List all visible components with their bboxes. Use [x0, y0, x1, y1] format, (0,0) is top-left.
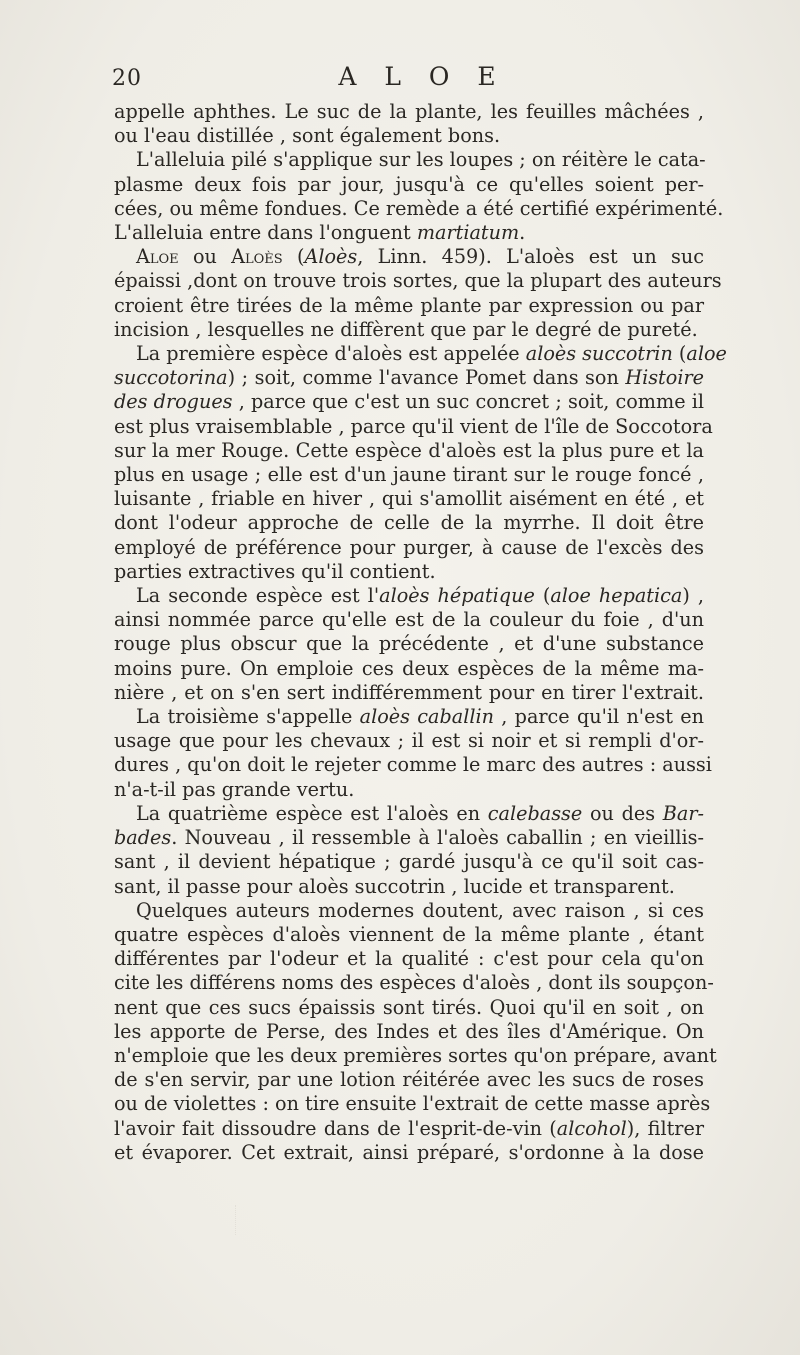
text-line: sant , il devient hépatique ; gardé jusqu'à ce qu'il soit cas-	[114, 850, 704, 874]
text-segment: La seconde espèce est l'	[136, 584, 380, 608]
text-line: ou l'eau distillée , sont également bons.	[114, 124, 501, 148]
text-line: rouge plus obscur que la précédente , et d'une substance	[114, 632, 704, 656]
text-line: n'a-t-il pas grande vertu.	[114, 777, 355, 801]
latin-term: aloès hépatique	[379, 584, 535, 608]
running-title: A L O E	[338, 62, 506, 91]
latin-term: aloe	[686, 342, 727, 366]
text-line: et évaporer. Cet extrait, ainsi préparé, s'ordonne à la dose	[114, 1140, 704, 1164]
text-segment: La quatrième espèce est l'aloès en	[136, 801, 488, 825]
running-head	[112, 62, 702, 96]
text-line: cite les différens noms des espèces d'aloès , dont ils soupçon-	[114, 971, 714, 995]
text-line: nent que ces sucs épaissis sont tirés. Quoi qu'il en soit , on	[114, 995, 704, 1019]
text-segment: (	[534, 584, 551, 608]
text-line: croient être tirées de la même plante par expression ou par	[114, 293, 704, 317]
text-segment: ou	[178, 245, 232, 269]
place-name: Bar-	[662, 801, 704, 825]
entry-headword-variant: Aloès	[231, 245, 283, 269]
latin-term: succotorina	[114, 366, 228, 390]
text-segment: ) ,	[682, 584, 704, 608]
text-line: parties extractives qu'il contient.	[114, 559, 436, 583]
text-segment: , Linn. 459). L'aloès est un suc	[357, 245, 704, 269]
text-segment: .	[519, 221, 526, 245]
text-segment: La troisième s'appelle	[136, 705, 360, 729]
page-number: 20	[112, 66, 142, 91]
text-line: L'alleluia pilé s'applique sur les loupes ; on réitère le cata-	[136, 148, 706, 172]
paper-mark	[235, 1205, 256, 1235]
text-line: usage que pour les chevaux ; il est si noir et si rempli d'or-	[114, 729, 704, 753]
text-line: Quelques auteurs modernes doutent, avec raison , si ces	[136, 898, 704, 922]
latin-term: alcohol	[556, 1116, 627, 1140]
text-line	[114, 221, 704, 245]
text-line: moins pure. On emploie ces deux espèces de la même ma-	[114, 656, 704, 680]
text-segment: L'alleluia entre dans l'onguent	[114, 221, 417, 245]
text-line	[114, 705, 704, 729]
text-line	[114, 802, 704, 826]
text-line: ou de violettes : on tire ensuite l'extrait de cette masse après	[114, 1092, 711, 1116]
latin-term: calebasse	[487, 801, 583, 825]
text-segment: ) ; soit, comme l'avance Pomet dans son	[227, 366, 626, 390]
place-name: bades	[114, 826, 172, 850]
text-segment: (	[672, 342, 687, 366]
text-line	[114, 826, 704, 850]
entry-heading-line	[114, 245, 704, 269]
text-segment: La première espèce d'aloès est appelée	[136, 342, 526, 366]
text-line: incision , lesquelles ne diffèrent que par le degré de pureté.	[114, 317, 698, 341]
text-line	[114, 584, 704, 608]
entry-headword: Aloe	[136, 245, 179, 269]
text-line: n'emploie que les deux premières sortes qu'on prépare, avant	[114, 1043, 717, 1067]
latin-term: martiatum	[416, 221, 520, 245]
latin-term: aloès succotrin	[525, 342, 673, 366]
text-segment: (	[282, 245, 305, 269]
text-line	[114, 390, 704, 414]
text-line: plus en usage ; elle est d'un jaune tirant sur le rouge foncé ,	[114, 463, 704, 487]
text-line: cées, ou même fondues. Ce remède a été certifié expérimenté.	[114, 196, 724, 220]
text-line	[114, 1117, 704, 1141]
text-line	[114, 366, 704, 390]
text-segment: ou des	[582, 801, 663, 825]
text-line: épaissi ,dont on trouve trois sortes, que la plupart des auteurs	[114, 269, 722, 293]
book-title: des drogues	[114, 390, 233, 414]
text-line: appelle aphthes. Le suc de la plante, les feuilles mâchées ,	[114, 100, 704, 123]
text-line: employé de préférence pour purger, à cause de l'excès des	[114, 535, 704, 559]
text-line: les apporte de Perse, des Indes et des îles d'Amérique. On	[114, 1019, 704, 1043]
text-segment: ), filtrer	[626, 1116, 704, 1140]
text-segment: . Nouveau , il ressemble à l'aloès caballin ; en vieillis-	[171, 826, 704, 850]
text-line: luisante , friable en hiver , qui s'amollit aisément en été , et	[114, 487, 704, 511]
text-line: quatre espèces d'aloès viennent de la même plante , étant	[114, 922, 704, 946]
text-line: dures , qu'on doit le rejeter comme le marc des autres : aussi	[114, 753, 712, 777]
text-line: est plus vraisemblable , parce qu'il vient de l'île de Soccotora	[114, 414, 713, 438]
text-line: sant, il passe pour aloès succotrin , lucide et transparent.	[114, 874, 675, 898]
text-segment: l'avoir fait dissoudre dans de l'esprit-de-vin (	[114, 1116, 557, 1140]
text-line: plasme deux fois par jour, jusqu'à ce qu'elles soient per-	[114, 172, 704, 196]
text-segment: , parce qu'il n'est en	[493, 705, 704, 729]
text-line: dont l'odeur approche de celle de la myrrhe. Il doit être	[114, 511, 704, 535]
text-line	[114, 342, 727, 366]
text-line: sur la mer Rouge. Cette espèce d'aloès est la plus pure et la	[114, 438, 704, 462]
text-line: ainsi nommée parce qu'elle est de la couleur du foie , d'un	[114, 608, 704, 632]
latin-term: aloès caballin	[359, 705, 494, 729]
body-text	[114, 100, 727, 1165]
latin-term: Aloès	[304, 245, 358, 269]
text-line: nière , et on s'en sert indifféremment pour en tirer l'extrait.	[114, 680, 704, 704]
book-title: Histoire	[625, 366, 704, 390]
text-segment: , parce que c'est un suc concret ; soit, comme il	[232, 390, 705, 414]
text-line: de s'en servir, par une lotion réitérée avec les sucs de roses	[114, 1068, 704, 1092]
latin-term: aloe hepatica	[550, 584, 683, 608]
text-line: différentes par l'odeur et la qualité : c'est pour cela qu'on	[114, 947, 704, 971]
